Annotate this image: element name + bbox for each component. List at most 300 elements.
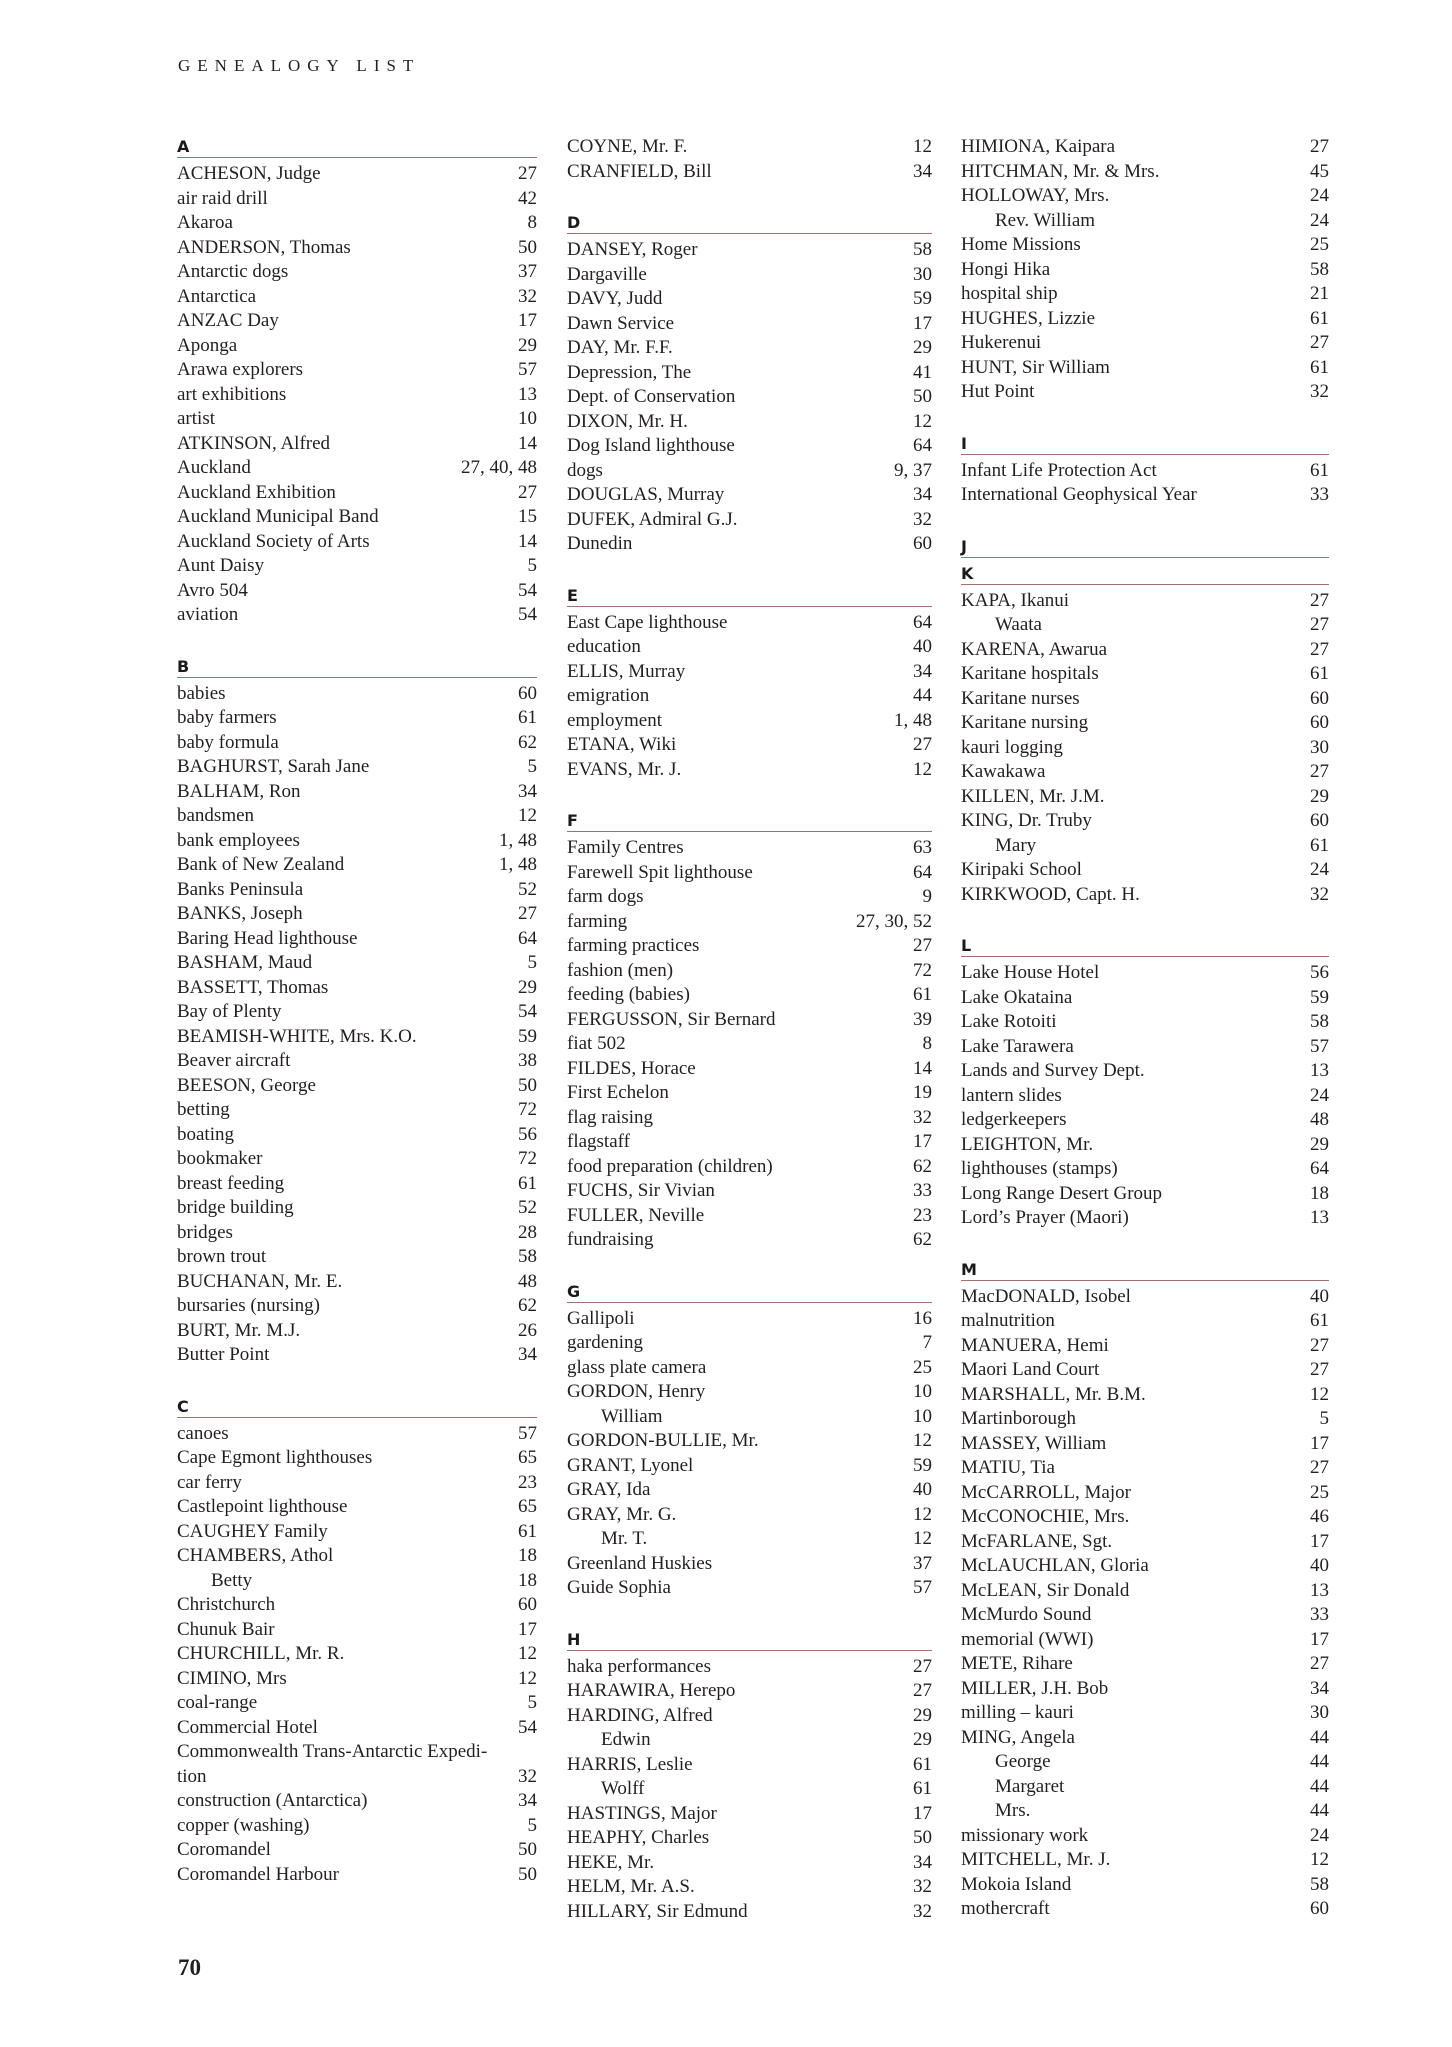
- entry-page-numbers: 54: [518, 1716, 537, 1738]
- index-entry: [567, 611, 932, 636]
- entry-page-numbers: 40: [913, 636, 932, 657]
- entry-term: tion: [177, 1765, 207, 1787]
- entry-term: KARENA, Awarua: [961, 638, 1108, 660]
- section-letter-heading: J: [961, 535, 1329, 558]
- entry-page-numbers: 1, 48: [894, 709, 932, 731]
- entry-term: FERGUSSON, Sir Bernard: [567, 1008, 776, 1030]
- page-number: 70: [178, 1955, 201, 1980]
- index-entry: [567, 410, 932, 435]
- entry-page-numbers: 17: [913, 1802, 932, 1824]
- index-entry: [961, 1407, 1329, 1432]
- entry-page-numbers: 57: [1310, 1035, 1329, 1057]
- section-letter-heading: H: [567, 1628, 932, 1651]
- index-entry: [567, 910, 932, 935]
- index-entry: [961, 1554, 1329, 1579]
- entry-page-numbers: 62: [518, 731, 537, 753]
- entry-page-numbers: 9, 37: [894, 459, 932, 481]
- entry-term: Lord’s Prayer (Maori): [961, 1207, 1129, 1228]
- entry-page-numbers: 44: [1310, 1775, 1329, 1797]
- entry-term: METE, Rihare: [961, 1653, 1073, 1674]
- entry-page-numbers: 19: [913, 1082, 932, 1103]
- index-entry: [961, 1035, 1329, 1060]
- entry-page-numbers: 54: [518, 579, 537, 601]
- index-section-a: [177, 135, 537, 628]
- entry-term: feeding (babies): [567, 984, 690, 1005]
- index-entry: [961, 1848, 1329, 1873]
- entry-term: fundraising: [567, 1229, 654, 1250]
- entry-term: mothercraft: [961, 1898, 1050, 1919]
- entry-term: farm dogs: [567, 886, 644, 907]
- entry-term: Baring Head lighthouse: [177, 927, 358, 949]
- entry-term: Kawakawa: [961, 761, 1046, 782]
- entry-page-numbers: 23: [913, 1204, 932, 1226]
- entry-term: George: [995, 1751, 1051, 1772]
- entry-term: air raid drill: [177, 187, 268, 209]
- entry-page-numbers: 10: [913, 1381, 932, 1402]
- entry-page-numbers: 61: [1310, 834, 1329, 856]
- entry-page-numbers: 34: [913, 484, 932, 505]
- entry-page-numbers: 39: [913, 1008, 932, 1030]
- entry-page-numbers: 72: [518, 1099, 537, 1120]
- index-entry: [961, 736, 1329, 761]
- entry-term: farming: [567, 910, 628, 932]
- index-entry: [567, 1380, 932, 1405]
- entry-page-numbers: 50: [913, 1827, 932, 1848]
- index-entry: [961, 1010, 1329, 1035]
- index-entry: [177, 780, 537, 805]
- entry-page-numbers: 12: [518, 1643, 537, 1664]
- index-entry: [177, 285, 537, 310]
- entry-page-numbers: 41: [913, 361, 932, 383]
- entry-page-numbers: 24: [1310, 1824, 1329, 1846]
- index-section-d: [567, 211, 932, 557]
- index-entry: [567, 508, 932, 533]
- entry-page-numbers: 61: [1310, 459, 1329, 481]
- entry-term: HARAWIRA, Herepo: [567, 1680, 736, 1701]
- index-entry: [567, 1429, 932, 1454]
- index-entry: [177, 1025, 537, 1050]
- entry-page-numbers: 40: [1310, 1555, 1329, 1576]
- entry-term: BANKS, Joseph: [177, 903, 303, 924]
- index-entry: [961, 1334, 1329, 1359]
- entry-term: KAPA, Ikanui: [961, 589, 1070, 611]
- index-entry: [177, 187, 537, 212]
- index-entry: [961, 184, 1329, 209]
- entry-page-numbers: 64: [913, 861, 932, 883]
- index-entry: [567, 361, 932, 386]
- entry-term: Mr. T.: [601, 1528, 648, 1549]
- entry-page-numbers: 34: [913, 660, 932, 682]
- index-subentry: [961, 209, 1329, 234]
- section-letter-heading: E: [567, 584, 932, 607]
- entry-term: Lake Rotoiti: [961, 1011, 1057, 1032]
- entry-term: Hukerenui: [961, 332, 1042, 353]
- entry-term: McCARROLL, Major: [961, 1481, 1131, 1503]
- entry-term: missionary work: [961, 1824, 1089, 1846]
- entry-page-numbers: 57: [518, 1422, 537, 1444]
- index-entry: [567, 1576, 932, 1601]
- index-entry: [961, 1579, 1329, 1604]
- index-subentry: [567, 1405, 932, 1430]
- index-entry: [177, 853, 537, 878]
- entry-page-numbers: 17: [1310, 1432, 1329, 1454]
- index-entry: [961, 1084, 1329, 1109]
- index-entry: [567, 1032, 932, 1057]
- index-entry: [567, 959, 932, 984]
- index-entry: [177, 804, 537, 829]
- entry-term: HIMIONA, Kaipara: [961, 136, 1116, 157]
- index-entry: [961, 986, 1329, 1011]
- index-entry: [961, 1530, 1329, 1555]
- entry-term: MITCHELL, Mr. J.: [961, 1849, 1111, 1870]
- entry-page-numbers: 54: [518, 604, 537, 625]
- entry-term: HEAPHY, Charles: [567, 1827, 710, 1848]
- index-entry: [961, 1108, 1329, 1133]
- entry-page-numbers: 13: [1310, 1207, 1329, 1228]
- entry-page-numbers: 34: [913, 160, 932, 182]
- entry-page-numbers: 9: [922, 886, 932, 907]
- entry-page-numbers: 32: [518, 1765, 537, 1787]
- entry-term: Aponga: [177, 334, 238, 356]
- entry-page-numbers: 50: [518, 1839, 537, 1860]
- entry-term: HUGHES, Lizzie: [961, 307, 1096, 329]
- entry-page-numbers: 8: [527, 212, 537, 233]
- entry-term: HASTINGS, Major: [567, 1802, 717, 1824]
- entry-term: brown trout: [177, 1246, 267, 1267]
- index-entry: [177, 309, 537, 334]
- entry-page-numbers: 12: [913, 1430, 932, 1451]
- entry-term: babies: [177, 682, 226, 704]
- entry-term: Antarctica: [177, 285, 257, 307]
- entry-term: McFARLANE, Sgt.: [961, 1530, 1113, 1552]
- index-entry: [961, 258, 1329, 283]
- entry-term: Betty: [211, 1569, 253, 1591]
- entry-term: hospital ship: [961, 283, 1058, 304]
- index-entry: [567, 1179, 932, 1204]
- entry-page-numbers: 32: [913, 1900, 932, 1922]
- entry-term: Greenland Huskies: [567, 1552, 713, 1574]
- entry-term: boating: [177, 1123, 234, 1145]
- entry-page-numbers: 56: [1310, 962, 1329, 983]
- entry-term: artist: [177, 408, 215, 429]
- entry-term: bridge building: [177, 1197, 294, 1218]
- entry-term: memorial (WWI): [961, 1628, 1094, 1650]
- entry-page-numbers: 18: [518, 1569, 537, 1591]
- entry-page-numbers: 59: [913, 288, 932, 309]
- entry-term: MILLER, J.H. Bob: [961, 1677, 1109, 1699]
- entry-term: Dog Island lighthouse: [567, 435, 735, 456]
- index-entry: [961, 1358, 1329, 1383]
- entry-term: bandsmen: [177, 805, 255, 826]
- entry-page-numbers: 17: [1310, 1628, 1329, 1650]
- entry-term: Gallipoli: [567, 1307, 635, 1329]
- entry-term: ANDERSON, Thomas: [177, 236, 351, 258]
- entry-page-numbers: 72: [913, 959, 932, 981]
- index-section-k: [961, 562, 1329, 908]
- entry-page-numbers: 61: [913, 1778, 932, 1799]
- entry-page-numbers: 46: [1310, 1506, 1329, 1527]
- entry-page-numbers: 24: [1310, 209, 1329, 231]
- index-subentry: [961, 834, 1329, 859]
- entry-term: Maori Land Court: [961, 1359, 1100, 1380]
- index-entry: [961, 1652, 1329, 1677]
- index-entry: [177, 211, 537, 236]
- index-entry: [961, 1897, 1329, 1922]
- index-subentry: [961, 1750, 1329, 1775]
- index-entry: [567, 1826, 932, 1851]
- entry-page-numbers: 33: [913, 1180, 932, 1201]
- entry-page-numbers: 25: [1310, 234, 1329, 255]
- entry-term: ATKINSON, Alfred: [177, 432, 331, 454]
- index-entry: [961, 760, 1329, 785]
- index-entry: [177, 554, 537, 579]
- entry-term: flag raising: [567, 1106, 654, 1128]
- entry-page-numbers: 10: [913, 1405, 932, 1427]
- entry-term: BUCHANAN, Mr. E.: [177, 1270, 343, 1292]
- index-entry: [177, 1691, 537, 1716]
- index-entry: [567, 1155, 932, 1180]
- entry-term: Mary: [995, 834, 1037, 856]
- entry-page-numbers: 1, 48: [499, 854, 537, 875]
- entry-page-numbers: 57: [913, 1577, 932, 1598]
- entry-page-numbers: 18: [518, 1545, 537, 1566]
- entry-page-numbers: 24: [1310, 1084, 1329, 1106]
- entry-term: MASSEY, William: [961, 1432, 1107, 1454]
- index-entry: [177, 682, 537, 707]
- index-entry: [177, 1642, 537, 1667]
- index-entry: [177, 755, 537, 780]
- entry-page-numbers: 34: [1310, 1677, 1329, 1699]
- entry-term: Martinborough: [961, 1408, 1077, 1429]
- entry-term: HILLARY, Sir Edmund: [567, 1900, 748, 1922]
- entry-page-numbers: 29: [913, 337, 932, 358]
- section-letter-heading: D: [567, 211, 932, 234]
- index-entry: [177, 1147, 537, 1172]
- entry-page-numbers: 12: [913, 410, 932, 432]
- entry-term: coal-range: [177, 1692, 258, 1713]
- entry-page-numbers: 1, 48: [499, 829, 537, 851]
- entry-term: Banks Peninsula: [177, 878, 304, 900]
- index-section-f: [567, 809, 932, 1253]
- entry-term: GRAY, Ida: [567, 1479, 651, 1500]
- entry-term: ANZAC Day: [177, 310, 279, 331]
- index-entry: [961, 1309, 1329, 1334]
- entry-page-numbers: 29: [1310, 1133, 1329, 1155]
- index-entry: [961, 1206, 1329, 1231]
- entry-page-numbers: 18: [1310, 1182, 1329, 1204]
- entry-term: education: [567, 636, 641, 657]
- entry-page-numbers: 44: [1310, 1751, 1329, 1772]
- entry-page-numbers: 17: [518, 310, 537, 331]
- entry-page-numbers: 29: [913, 1729, 932, 1750]
- entry-term: McMurdo Sound: [961, 1604, 1092, 1625]
- entry-term: Kiripaki School: [961, 859, 1082, 880]
- entry-page-numbers: 54: [518, 1001, 537, 1022]
- index-entry: [567, 483, 932, 508]
- entry-term: bursaries (nursing): [177, 1295, 320, 1316]
- entry-term: bridges: [177, 1221, 233, 1243]
- entry-page-numbers: 30: [1310, 736, 1329, 758]
- entry-page-numbers: 57: [518, 359, 537, 380]
- entry-page-numbers: 61: [1310, 663, 1329, 684]
- entry-page-numbers: 27: [1310, 614, 1329, 635]
- section-letter-heading: K: [961, 562, 1329, 585]
- entry-page-numbers: 50: [518, 236, 537, 258]
- entry-term: GRANT, Lyonel: [567, 1454, 694, 1476]
- entry-term: BEESON, George: [177, 1074, 316, 1096]
- index-entry: [961, 483, 1329, 508]
- entry-term: GRAY, Mr. G.: [567, 1503, 677, 1525]
- index-section-continued: [961, 135, 1329, 405]
- entry-page-numbers: 34: [518, 1790, 537, 1811]
- entry-page-numbers: 33: [1310, 1604, 1329, 1625]
- index-entry: [177, 1422, 537, 1447]
- index-entry: [567, 1454, 932, 1479]
- entry-term: DAY, Mr. F.F.: [567, 337, 673, 358]
- entry-page-numbers: 7: [922, 1332, 932, 1353]
- entry-page-numbers: 27: [913, 1655, 932, 1677]
- index-entry: [961, 1481, 1329, 1506]
- section-letter-heading: G: [567, 1280, 932, 1303]
- index-entry: [567, 660, 932, 685]
- index-entry: [177, 1740, 537, 1765]
- entry-page-numbers: 60: [913, 533, 932, 554]
- index-entry: [567, 434, 932, 459]
- entry-page-numbers: 5: [527, 756, 537, 777]
- index-entry: [567, 635, 932, 660]
- index-entry: [567, 684, 932, 709]
- entry-page-numbers: 21: [1310, 283, 1329, 304]
- entry-page-numbers: 24: [1310, 185, 1329, 206]
- entry-page-numbers: 40: [913, 1479, 932, 1500]
- entry-term: Margaret: [995, 1775, 1065, 1797]
- index-entry: [177, 383, 537, 408]
- index-entry: [567, 861, 932, 886]
- entry-term: Commercial Hotel: [177, 1716, 318, 1738]
- index-entry: [961, 1285, 1329, 1310]
- running-head: GENEALOGY LIST: [178, 56, 421, 75]
- entry-term: William: [601, 1405, 663, 1427]
- entry-term: fashion (men): [567, 959, 674, 981]
- index-entry: [177, 829, 537, 854]
- entry-page-numbers: 27: [1310, 1334, 1329, 1356]
- entry-term: McLEAN, Sir Donald: [961, 1579, 1130, 1601]
- entry-term: FILDES, Horace: [567, 1057, 696, 1079]
- section-letter-heading: L: [961, 934, 1329, 957]
- index-entry: [177, 260, 537, 285]
- index-entry: [961, 1059, 1329, 1084]
- entry-page-numbers: 26: [518, 1319, 537, 1341]
- entry-term: First Echelon: [567, 1082, 669, 1103]
- index-entry: [177, 1495, 537, 1520]
- entry-page-numbers: 28: [518, 1221, 537, 1243]
- index-column-2: [567, 135, 932, 1951]
- entry-page-numbers: 14: [913, 1057, 932, 1079]
- index-entry: [961, 233, 1329, 258]
- index-section-l: [961, 934, 1329, 1231]
- index-entry: [961, 638, 1329, 663]
- entry-term: Butter Point: [177, 1344, 270, 1365]
- entry-page-numbers: 32: [518, 285, 537, 307]
- entry-page-numbers: 33: [1310, 484, 1329, 505]
- entry-page-numbers: 32: [913, 508, 932, 530]
- index-entry: [177, 1098, 537, 1123]
- index-entry: [177, 579, 537, 604]
- index-subentry: [961, 1775, 1329, 1800]
- entry-term: Bay of Plenty: [177, 1001, 282, 1022]
- entry-term: HELM, Mr. A.S.: [567, 1876, 695, 1897]
- entry-page-numbers: 61: [518, 707, 537, 728]
- index-entry: [567, 1008, 932, 1033]
- entry-term: McLAUCHLAN, Gloria: [961, 1555, 1149, 1576]
- entry-term: MARSHALL, Mr. B.M.: [961, 1383, 1146, 1405]
- entry-page-numbers: 64: [1310, 1158, 1329, 1179]
- index-entry: [961, 307, 1329, 332]
- index-subentry: [961, 1799, 1329, 1824]
- entry-term: CRANFIELD, Bill: [567, 160, 712, 182]
- entry-term: betting: [177, 1099, 230, 1120]
- entry-term: Hut Point: [961, 381, 1035, 402]
- entry-term: Waata: [995, 614, 1042, 635]
- index-entry: [177, 1196, 537, 1221]
- index-entry: [177, 162, 537, 187]
- entry-page-numbers: 58: [913, 239, 932, 260]
- entry-term: aviation: [177, 604, 239, 625]
- index-entry: [961, 1383, 1329, 1408]
- index-entry: [961, 135, 1329, 160]
- entry-term: Hongi Hika: [961, 258, 1051, 280]
- index-entry: [177, 1319, 537, 1344]
- entry-page-numbers: 58: [1310, 1873, 1329, 1895]
- entry-term: Rev. William: [995, 209, 1096, 231]
- index-entry: [961, 1157, 1329, 1182]
- index-entry: [177, 505, 537, 530]
- entry-page-numbers: 12: [1310, 1383, 1329, 1405]
- index-entry: [961, 961, 1329, 986]
- index-entry: [177, 1838, 537, 1863]
- entry-term: FUCHS, Sir Vivian: [567, 1180, 715, 1201]
- index-entry: [177, 1172, 537, 1197]
- index-entry: [961, 1701, 1329, 1726]
- entry-term: DUFEK, Admiral G.J.: [567, 508, 738, 530]
- index-entry: [567, 312, 932, 337]
- index-entry: [567, 1081, 932, 1106]
- entry-term: HITCHMAN, Mr. & Mrs.: [961, 160, 1160, 182]
- entry-page-numbers: 60: [518, 1594, 537, 1615]
- entry-term: bank employees: [177, 829, 300, 851]
- entry-page-numbers: 27: [1310, 1653, 1329, 1674]
- entry-term: Auckland Municipal Band: [177, 506, 379, 527]
- entry-page-numbers: 37: [913, 1552, 932, 1574]
- entry-term: FULLER, Neville: [567, 1204, 705, 1226]
- index-section-continued: [567, 135, 932, 184]
- index-entry: [961, 1456, 1329, 1481]
- entry-term: fiat 502: [567, 1033, 626, 1054]
- entry-term: HARRIS, Leslie: [567, 1753, 693, 1775]
- entry-page-numbers: 15: [518, 506, 537, 527]
- entry-page-numbers: 52: [518, 1197, 537, 1218]
- entry-term: Auckland Exhibition: [177, 481, 336, 503]
- entry-term: BASSETT, Thomas: [177, 976, 329, 998]
- index-subentry: [567, 1728, 932, 1753]
- index-entry: [567, 758, 932, 783]
- index-entry: [567, 1106, 932, 1131]
- entry-page-numbers: 56: [518, 1123, 537, 1145]
- entry-term: DANSEY, Roger: [567, 239, 698, 260]
- entry-page-numbers: 17: [518, 1618, 537, 1640]
- entry-term: ELLIS, Murray: [567, 660, 686, 682]
- entry-page-numbers: 27: [1310, 761, 1329, 782]
